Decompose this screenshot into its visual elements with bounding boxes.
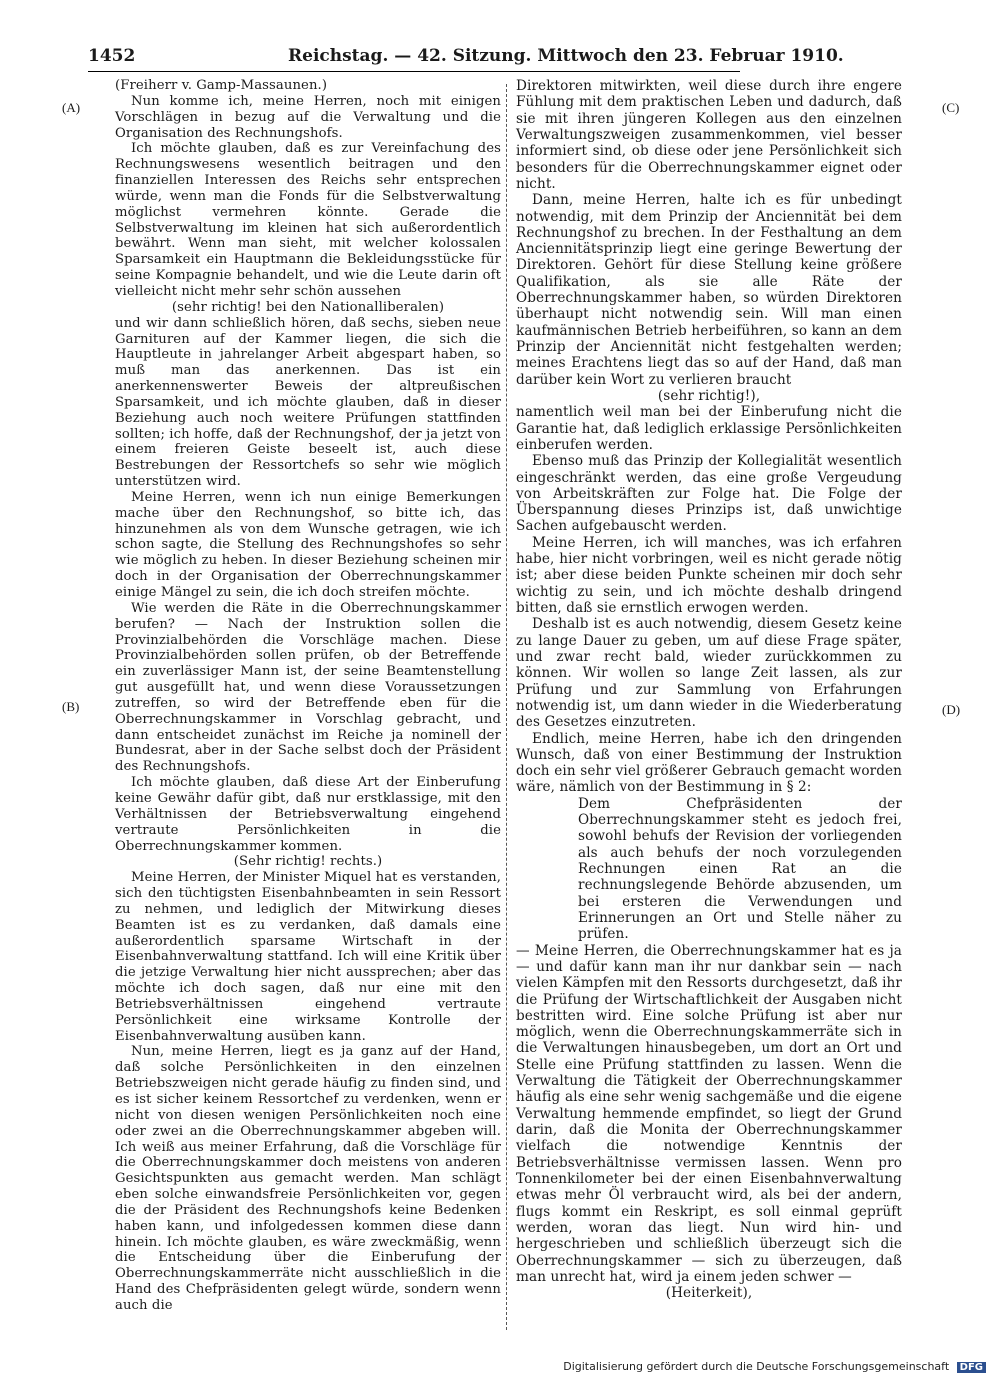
paragraph: Wie werden die Räte in die Oberrechnungskammer berufen? — Nach der Instruktion sollen die Provinzialbehörden die Vorschläge machen. Diese Provinzialbehörden sollen prüfen, ob der Betreffende ein zuverlässiger Mann ist, der seine Beamtenstellung gut ausgefüllt hat, und wenn diese Voraussetzungen zutreffen, so wird der Betreffende eben für die Oberrechnungskammer in Vorschlag gebracht, und dann entscheidet zunächst im Reiche ja nominell der Bundesrat, aber in der Sache selbst doch der Präsident des Rechnungshofs.	[115, 600, 501, 775]
paragraph: Direktoren mitwirkten, weil diese durch ihre engere Fühlung mit dem praktischen Leben und dadurch, daß sie mit ihren jüngeren Kollegen aus den einzelnen Verwaltungszweigen zusammenkommen, viel besser informiert sind, ob diese oder jene Persönlichkeit sich besonders für die Oberrechnungskammer eignet oder nicht.	[516, 78, 902, 192]
speaker-line: (Freiherr v. Gamp-Massaunen.)	[115, 78, 328, 93]
paragraph: Ebenso muß das Prinzip der Kollegialität wesentlich eingeschränkt werden, das eine große Vergeudung von Arbeitskräften zur Folge hat. Die Folge der Überspannung dieses Prinzips ist, daß unwichtige Sachen aufgebauscht werden.	[516, 453, 902, 535]
paragraph: Dann, meine Herren, halte ich es für unbedingt notwendig, mit dem Prinzip der Anciennität bei dem Rechnungshof zu brechen. In der Festhaltung an dem Anciennitätsprinzip liegt eine geringe Bewertung der Direktoren. Gehört für diese Stellung keine größere Qualifikation, als sie alle Räte der Oberrechnungskammer haben, so würden Direktoren überhaupt nicht notwendig sein. Will man einen kaufmännischen Betrieb herbeiführen, so kann an dem Prinzip der Anciennität nicht festgehalten werden; meines Erachtens liegt das so auf der Hand, daß man darüber kein Wort zu verlieren braucht	[516, 192, 902, 388]
paragraph: Deshalb ist es auch notwendig, diesem Gesetz keine zu lange Dauer zu geben, um auf diese Frage später, und zwar recht bald, wieder zurückkommen zu können. Wir wollen so lange Zeit lassen, als zur Prüfung und zur Sammlung von Erfahrungen notwendig ist, um dann wieder in die Wiederberatung des Gesetzes einzutreten.	[516, 616, 902, 731]
paragraph: Endlich, meine Herren, habe ich den dringenden Wunsch, daß von einer Bestimmung der Instruktion doch ein sehr viel größerer Gebrauch gemacht worden wäre, nämlich von der Bestimmung in § 2:	[516, 730, 902, 796]
margin-mark-b: (B)	[62, 699, 80, 714]
dfg-logo: DFG	[957, 1362, 986, 1373]
interjection: (Heiterkeit),	[665, 1285, 753, 1302]
paragraph: Meine Herren, wenn ich nun einige Bemerkungen mache über den Rechnungshof, so bitte ich, das hinzunehmen als von dem Wunsche getragen, wie ich schon sagte, die Stellung des Rechnungshofes so sehr wie möglich zu heben. In dieser Beziehung scheinen mir doch in der Organisation der Oberrechnungskammer einige Mängel zu sein, die ich doch streifen möchte.	[115, 489, 501, 600]
margin-mark-a: (A)	[62, 100, 81, 115]
paragraph: Ich möchte glauben, daß es zur Vereinfachung des Rechnungswesens wesentlich beitragen und den finanziellen Interessen des Reichs sehr entsprechen würde, wenn man die Fonds für die Selbstverwaltung möglichst vermehren könnte. Gerade die Selbstverwaltung im kleinen hat sich außerordentlich bewährt. Wenn man sieht, mit welcher kolossalen Sparsamkeit ein Hauptmann die Bekleidungsstücke für seine Kompagnie behandelt, und wie die Leute darin oft vielleicht nicht mehr sehr schön aussehen	[115, 141, 501, 299]
paragraph: Meine Herren, der Minister Miquel hat es verstanden, sich den tüchtigsten Eisenbahnbeamten in sein Ressort zu nehmen, und lediglich der Mitwirkung dieses Beamten ist es zu verdanken, daß damals eine außerordentlich sparsame Wirtschaft in der Eisenbahnverwaltung stattfand. Ich will eine Kritik über die jetzige Verwaltung hier nicht aussprechen; aber das möchte ich doch sagen, daß nur eine mit den Betriebsverhältnissen eingehend vertraute Persönlichkeit eine wirksame Kontrolle der Eisenbahnverwaltung ausüben kann.	[115, 870, 501, 1044]
paragraph: namentlich weil man bei der Einberufung nicht die Garantie hat, daß lediglich erklassige Persönlichkeiten einberufen werden.	[516, 404, 902, 453]
digitization-credit	[563, 1360, 986, 1373]
paragraph: — Meine Herren, die Oberrechnungskammer hat es ja — und dafür kann man ihr nur dankbar sein — nach vielen Kämpfen mit den Ressorts durchgesetzt, daß ihr die Prüfung der Wirtschaftlichkeit der Ausgaben nicht bestritten wird. Eine solche Prüfung ist aber nur möglich, wenn die Oberrechnungskammerräte sich in die Verwaltungen hinausbegeben, um dort an Ort und Stelle eine Prüfung stattfinden zu lassen. Wenn die Verwaltung die Tätigkeit der Oberrechnungskammer häufig als eine sehr wenig sachgemäße und die eigene Verwaltung hemmende empfindet, so liegt der Grund darin, daß die Monita der Oberrechnungskammer vielfach die notwendige Kenntnis der Betriebsverhältnisse vermissen lassen. Wenn pro Tonnenkilometer bei der einen Eisenbahnverwaltung etwas mehr Öl verbraucht wird, als bei der andern, flugs kommt ein Reskript, es soll einmal geprüft werden, woran das liegt. Nun wird hin- und hergeschrieben und schließlich überzeugt sich die Oberrechnungskammer — sich zu überzeugen, daß man unrecht hat, wird ja einem jeden schwer —	[516, 942, 902, 1285]
column-divider	[506, 84, 508, 1330]
credit-text: Digitalisierung gefördert durch die Deutsche Forschungsgemeinschaft	[563, 1360, 950, 1373]
page-number: 1452	[88, 46, 136, 66]
header-rule	[88, 71, 740, 72]
paragraph: und wir dann schließlich hören, daß sechs, sieben neue Garnituren auf der Kammer liegen, die sich die Hauptleute in jahrelanger Arbeit abgespart haben, so muß man das anerkennen. Das ist ein anerkennenswerter Beweis der altpreußischen Sparsamkeit, und ich möchte glauben, daß in dieser Beziehung auch noch weitere Prüfungen stattfinden sollten; ich hoffe, daß der Rechnungshof, der ja jetzt von einem freieren Geiste beseelt ist, auch diese Bestrebungen der Ressortchefs so sehr wie möglich unterstützen wird.	[115, 315, 501, 490]
quoted-provision: Dem Chefpräsidenten der Oberrechnungskammer steht es jedoch frei, sowohl behufs der Revision der vorliegenden als auch behufs der noch vorzulegenden Rechnungen einen Rat an die rechnungslegende Behörde abzusenden, um bei ersteren die Verwendungen und Erinnerungen an Ort und Stelle näher zu prüfen.	[578, 795, 902, 943]
margin-mark-d: (D)	[942, 702, 961, 717]
interjection: (Sehr richtig! rechts.)	[233, 854, 383, 870]
left-column	[115, 78, 501, 1314]
paragraph: Ich möchte glauben, daß diese Art der Einberufung keine Gewähr dafür gibt, daß nur erstklassige, mit den Verhältnissen der Betriebsverwaltung eingehend vertraute Persönlichkeiten in die Oberrechnungskammer kommen.	[115, 775, 501, 854]
right-column	[516, 78, 902, 1301]
interjection: (sehr richtig! bei den Nationalliberalen)	[171, 299, 445, 315]
running-title: Reichstag. — 42. Sitzung. Mittwoch den 23. Februar 1910.	[288, 46, 844, 66]
paragraph: Meine Herren, ich will manches, was ich erfahren habe, hier nicht vorbringen, weil es nicht gerade nötig ist; aber diese beiden Punkte scheinen mir doch sehr wichtig zu sein, und ich möchte deshalb dringend bitten, daß sie ernstlich erwogen werden.	[516, 534, 902, 616]
margin-mark-c: (C)	[942, 100, 960, 115]
interjection: (sehr richtig!),	[657, 387, 761, 404]
paragraph: Nun komme ich, meine Herren, noch mit einigen Vorschlägen in bezug auf die Verwaltung und die Organisation des Rechnungshofs.	[115, 93, 501, 141]
page-header	[88, 46, 844, 70]
paragraph: Nun, meine Herren, liegt es ja ganz auf der Hand, daß solche Persönlichkeiten in den einzelnen Betriebszweigen nicht gerade häufig zu finden sind, und es ist sicher keinem Ressortchef zu verdenken, wenn er nicht von diesen wenigen Persönlichkeiten noch eine oder zwei an die Oberrechnungskammer abgeben will. Ich weiß aus meiner Erfahrung, daß die Vorschläge für die Oberrechnungskammer doch meistens von anderen Gesichtspunkten aus gemacht werden. Man schlägt eben solche einwandsfreie Persönlichkeiten vor, gegen die der Präsident des Rechnungshofs keine Bedenken haben kann, und infolgedessen kommen diese dann hinein. Ich möchte glauben, es wäre zweckmäßig, wenn die Entscheidung über die Einberufung der Oberrechnungskammerräte nicht ausschließlich in die Hand des Chefpräsidenten gelegt würde, sondern wenn auch die	[115, 1044, 501, 1313]
